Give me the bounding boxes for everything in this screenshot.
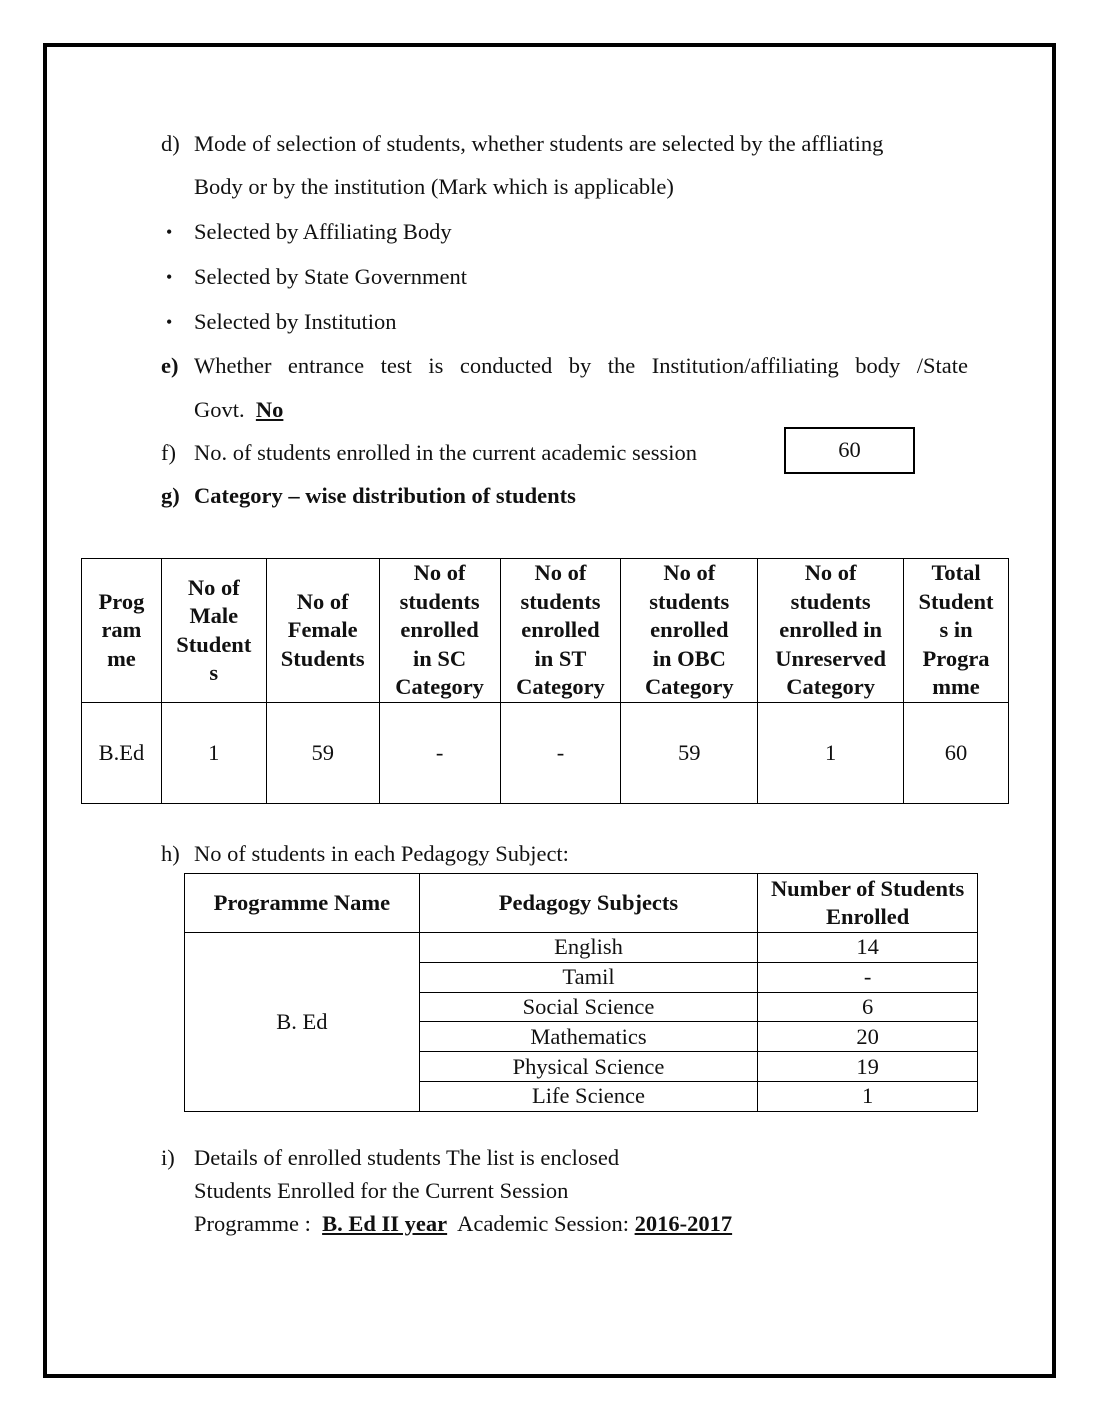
count-cell: 19 [758,1052,978,1082]
count-cell: 14 [758,933,978,963]
section-d-text-line1: Mode of selection of students, whether students are selected by the affliating [194,131,884,156]
entrance-test-answer: No [255,397,284,422]
table-header-cell [621,559,758,703]
section-i-text-line1: Details of enrolled students The list is enclosed [194,1145,620,1170]
table-cell: - [379,703,500,804]
section-h-text: No of students in each Pedagogy Subject: [194,841,569,866]
header-line: Female [287,617,358,643]
header-line: No of [296,588,349,614]
header-pedagogy-subjects: Pedagogy Subjects [419,874,758,933]
header-line: mme [932,674,980,700]
subject-cell: English [419,933,758,963]
header-line: Category [395,674,484,700]
header-line: ram [101,617,142,643]
bullet-icon: • [166,312,173,332]
header-line: enrolled [400,617,479,643]
pedagogy-table [184,873,978,1112]
header-line: in OBC [652,645,726,671]
table-header-row [185,874,978,933]
header-line: enrolled [521,617,600,643]
table-cell: 1 [161,703,266,804]
header-line: enrolled in [779,617,882,643]
header-line: s in [939,617,973,643]
header-line: Category [644,674,734,700]
header-line: in ST [534,645,587,671]
item-marker-h: h) [161,841,180,866]
header-line: No of [534,560,587,586]
table-row [185,933,978,963]
bullet-icon: • [166,267,173,287]
programme-label: Programme : [194,1211,311,1236]
table-cell: 60 [904,703,1009,804]
section-f-text: No. of students enrolled in the current academic session [194,440,697,465]
header-line: s [209,660,219,685]
subject-cell: Physical Science [419,1052,758,1082]
table-header-cell [266,559,379,703]
table-header-row [82,559,1009,703]
option-state-government: Selected by State Government [194,264,468,289]
table-header-cell [82,559,162,703]
subject-cell: Mathematics [419,1022,758,1052]
header-line: students [399,588,480,614]
header-line: Progra [922,645,990,671]
count-cell: 20 [758,1022,978,1052]
section-i-programme-line [194,1211,732,1237]
header-line: Student [918,588,994,614]
header-line: Male [189,603,239,628]
count-cell: 6 [758,992,978,1022]
header-line: Total [931,560,981,586]
table-row [82,703,1009,804]
subject-cell: Life Science [419,1081,758,1111]
item-marker-e: e) [161,353,179,378]
table-header-cell [904,559,1009,703]
header-line: No of [804,560,857,586]
header-line: Category [786,674,875,700]
section-d-text-line2: Body or by the institution (Mark which is applicable) [194,174,674,199]
table-header-cell [161,559,266,703]
count-cell: - [758,962,978,992]
section-e-text-line2 [194,397,283,423]
bullet-icon: • [166,222,173,242]
option-institution: Selected by Institution [194,309,397,334]
header-line: Prog [98,588,145,614]
header-line: No of [663,560,716,586]
header-students-enrolled: Number of Students Enrolled [758,874,978,933]
header-programme-name: Programme Name [185,874,420,933]
item-marker-d: d) [161,131,180,156]
govt-label: Govt. [194,397,245,422]
section-g-heading: Category – wise distribution of students [194,483,576,508]
header-line: students [520,588,601,614]
programme-cell: B. Ed [185,933,420,1112]
table-cell: B.Ed [82,703,162,804]
table-cell: 59 [621,703,758,804]
header-line: No of [413,560,466,586]
header-line: students [790,588,871,614]
table-cell: 1 [758,703,904,804]
header-line: Unreserved [775,645,887,671]
section-i-text-line2: Students Enrolled for the Current Session [194,1178,569,1203]
header-line: students [649,588,730,614]
table-cell: 59 [266,703,379,804]
count-cell: 1 [758,1081,978,1111]
header-line: Students [280,645,365,671]
header-line: No of [187,574,240,600]
section-e-text-line1: Whether entrance test is conducted by the Institution/affiliating body /State [194,353,968,378]
subject-cell: Social Science [419,992,758,1022]
programme-value: B. Ed II year [322,1211,448,1236]
table-cell: - [500,703,621,804]
header-line: Category [516,674,605,700]
subject-cell: Tamil [419,962,758,992]
table-header-cell [500,559,621,703]
option-affiliating-body: Selected by Affiliating Body [194,219,452,244]
header-line: me [107,645,136,671]
session-label: Academic Session: [457,1211,629,1236]
enrolled-count-box: 60 [784,427,915,474]
header-line: Student [176,631,252,657]
table-header-cell [379,559,500,703]
item-marker-g: g) [161,483,180,508]
session-value: 2016-2017 [634,1211,733,1236]
item-marker-i: i) [161,1145,175,1170]
item-marker-f: f) [161,440,176,465]
table-header-cell [758,559,904,703]
category-distribution-table [81,558,1009,804]
header-line: enrolled [650,617,729,643]
header-line: in SC [413,645,467,671]
